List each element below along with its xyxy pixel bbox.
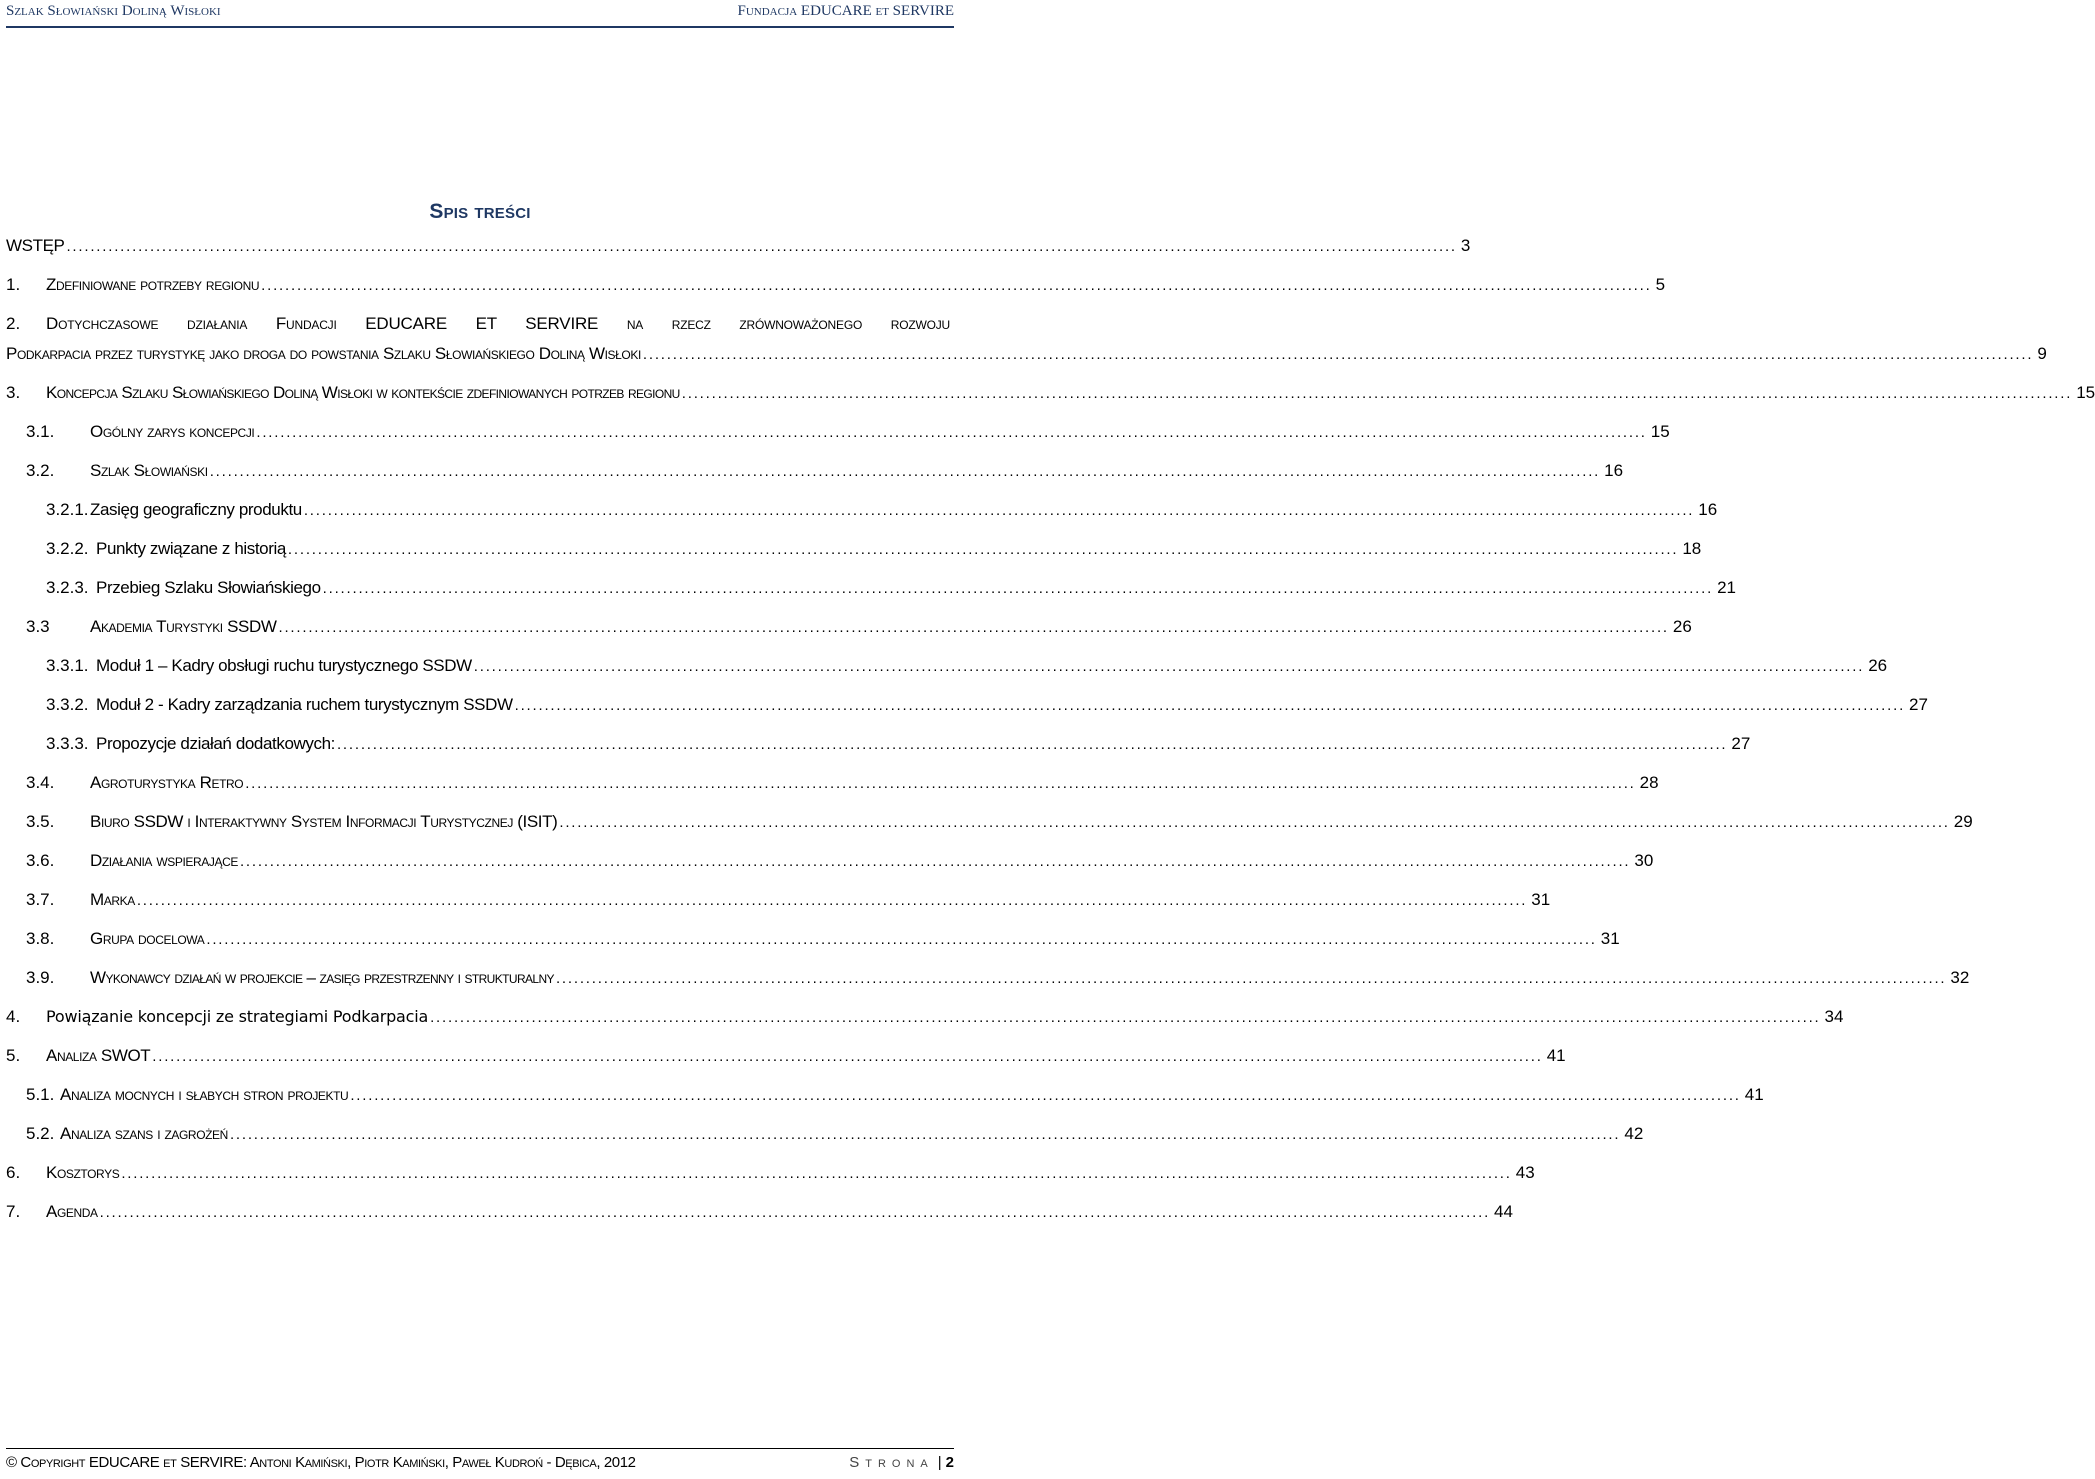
toc-leader-dots: ......................................................................................................................................................................................................................................... bbox=[473, 658, 1865, 675]
toc-entry-label: Szlak Słowiański bbox=[90, 461, 208, 480]
toc-entry-number: 3.1. bbox=[26, 422, 55, 441]
toc-leader-dots: ......................................................................................................................................................................................................................................... bbox=[209, 463, 1601, 480]
toc-entry-page: 15 bbox=[1650, 422, 1670, 441]
toc-entry[interactable] bbox=[6, 926, 1620, 952]
toc-entry-label: Zdefiniowane potrzeby regionu bbox=[46, 275, 260, 294]
toc-entry-label: Punkty związane z historią bbox=[96, 539, 286, 558]
toc-leader-dots: ......................................................................................................................................................................................................................................... bbox=[278, 619, 1669, 636]
toc-leader-dots: ......................................................................................................................................................................................................................................... bbox=[136, 892, 1528, 909]
toc-entry-label: Grupa docelowa bbox=[90, 929, 205, 948]
toc-leader-dots: ......................................................................................................................................................................................................................................... bbox=[261, 277, 1652, 294]
toc-leader-dots: ......................................................................................................................................................................................................................................... bbox=[256, 424, 1647, 441]
toc-entry-page: 34 bbox=[1824, 1007, 1844, 1026]
toc-leader-dots: ......................................................................................................................................................................................................................................... bbox=[514, 697, 1906, 714]
toc-leader-dots: ......................................................................................................................................................................................................................................... bbox=[642, 346, 2034, 363]
toc-entry-page: 42 bbox=[1624, 1124, 1644, 1143]
toc-entry[interactable] bbox=[6, 1043, 1566, 1069]
toc-leader-dots: ......................................................................................................................................................................................................................................... bbox=[245, 775, 1636, 792]
toc-entry-label: Koncepcja Szlaku Słowiańskiego Doliną Wisłoki w kontekście zdefiniowanych potrzeb regionu bbox=[46, 383, 680, 402]
toc-leader-dots: ......................................................................................................................................................................................................................................... bbox=[206, 931, 1597, 948]
toc-leader-dots: ......................................................................................................................................................................................................................................... bbox=[681, 385, 2073, 402]
toc-entry-number: 3.3.3. bbox=[46, 734, 89, 753]
toc-entry-label: Zasięg geograficzny produktu bbox=[90, 500, 302, 519]
toc-entry[interactable] bbox=[6, 1004, 1844, 1030]
toc-leader-dots: ......................................................................................................................................................................................................................................... bbox=[559, 814, 1950, 831]
toc-entry-number: 3.3 bbox=[26, 617, 50, 636]
toc-entry-page: 29 bbox=[1953, 812, 1973, 831]
toc-entry[interactable] bbox=[6, 809, 1973, 835]
toc-entry[interactable] bbox=[6, 233, 1471, 259]
toc-entry[interactable] bbox=[6, 458, 1624, 484]
header-right-title: Fundacja EDUCARE et SERVIRE bbox=[737, 3, 954, 19]
toc-entry-label: WSTĘP bbox=[6, 236, 65, 255]
toc-leader-dots: ......................................................................................................................................................................................................................................... bbox=[287, 541, 1679, 558]
toc-entry-page: 16 bbox=[1604, 461, 1624, 480]
toc-entry-number: 5.2. bbox=[26, 1124, 55, 1143]
toc-entry-label: Analiza szans i zagrożeń bbox=[60, 1124, 228, 1143]
toc-entry-label: Propozycje działań dodatkowych: bbox=[96, 734, 335, 753]
footer-separator: | bbox=[937, 1454, 942, 1471]
toc-leader-dots: ......................................................................................................................................................................................................................................... bbox=[239, 853, 1631, 870]
page-footer bbox=[6, 1448, 954, 1477]
toc-entry-number: 3. bbox=[6, 383, 21, 402]
toc-entry-label: Akademia Turystyki SSDW bbox=[90, 617, 277, 636]
toc-entry-page: 31 bbox=[1600, 929, 1620, 948]
toc-entry-page: 41 bbox=[1546, 1046, 1566, 1065]
toc-title: Spis treści bbox=[429, 200, 531, 223]
toc-entry-number: 3.3.1. bbox=[46, 656, 89, 675]
toc-entry[interactable] bbox=[6, 380, 2095, 406]
toc-entry[interactable] bbox=[6, 497, 1718, 523]
toc-entry-page: 32 bbox=[1950, 968, 1970, 987]
toc-entry-number: 3.4. bbox=[26, 773, 55, 792]
toc-entry-label: Agenda bbox=[46, 1202, 98, 1221]
toc-entry-label: Moduł 1 – Kadry obsługi ruchu turystycznego SSDW bbox=[96, 656, 472, 675]
toc-entry-number: 3.2.1. bbox=[46, 500, 89, 519]
toc-entry-page: 43 bbox=[1515, 1163, 1535, 1182]
toc-entry-number: 5. bbox=[6, 1046, 21, 1065]
toc-leader-dots: ......................................................................................................................................................................................................................................... bbox=[430, 1009, 1821, 1026]
toc-leader-dots: ......................................................................................................................................................................................................................................... bbox=[66, 238, 1457, 255]
toc-entry-number: 2. bbox=[6, 314, 21, 333]
toc-entry-label: Biuro SSDW i Interaktywny System Informacji Turystycznej (ISIT) bbox=[90, 812, 558, 831]
toc-leader-dots: ......................................................................................................................................................................................................................................... bbox=[336, 736, 1728, 753]
toc-entry-number: 3.2.3. bbox=[46, 578, 89, 597]
toc-entry[interactable] bbox=[6, 770, 1659, 796]
toc-entry-label: Przebieg Szlaku Słowiańskiego bbox=[96, 578, 321, 597]
toc-leader-dots: ......................................................................................................................................................................................................................................... bbox=[152, 1048, 1543, 1065]
toc-entry-page: 26 bbox=[1868, 656, 1888, 675]
toc-leader-dots: ......................................................................................................................................................................................................................................... bbox=[121, 1165, 1512, 1182]
footer-copyright: © Copyright EDUCARE et SERVIRE: Antoni Kamiński, Piotr Kamiński, Paweł Kudroń - Dębica, 2012 bbox=[6, 1454, 636, 1471]
toc-entry[interactable] bbox=[6, 887, 1551, 913]
toc-entry-number: 7. bbox=[6, 1202, 21, 1221]
toc-entry-number: 5.1. bbox=[26, 1085, 55, 1104]
toc-entry-label: Kosztorys bbox=[46, 1163, 120, 1182]
toc-entry-label: Analiza SWOT bbox=[46, 1046, 151, 1065]
toc-entry-label: Ogólny zarys koncepcji bbox=[90, 422, 255, 441]
toc-entry[interactable] bbox=[6, 731, 1751, 757]
toc-entry[interactable] bbox=[6, 965, 1970, 991]
toc-leader-dots: ......................................................................................................................................................................................................................................... bbox=[229, 1126, 1621, 1143]
toc-entry-number: 3.6. bbox=[26, 851, 55, 870]
toc-entry[interactable] bbox=[6, 1199, 1513, 1225]
toc-entry-number: 3.7. bbox=[26, 890, 55, 909]
toc-entry-page: 27 bbox=[1731, 734, 1751, 753]
toc-entry-label: Działania wspierające bbox=[90, 851, 238, 870]
toc-entry-number: 3.2.2. bbox=[46, 539, 89, 558]
toc-entry-label: Wykonawcy działań w projekcie – zasięg przestrzenny i strukturalny bbox=[90, 968, 554, 987]
toc-entry[interactable] bbox=[6, 653, 1888, 679]
toc-leader-dots: ......................................................................................................................................................................................................................................... bbox=[303, 502, 1695, 519]
toc-entry-page: 3 bbox=[1460, 236, 1471, 255]
toc-entry[interactable] bbox=[6, 311, 2047, 367]
toc-entry-number: 3.8. bbox=[26, 929, 55, 948]
footer-page-number: 2 bbox=[945, 1454, 954, 1471]
toc-entry[interactable] bbox=[6, 272, 1666, 298]
toc-entry-number: 1. bbox=[6, 275, 21, 294]
toc-leader-dots: ......................................................................................................................................................................................................................................... bbox=[322, 580, 1714, 597]
toc-entry-number: 3.2. bbox=[26, 461, 55, 480]
toc-entry-number: 3.5. bbox=[26, 812, 55, 831]
toc-entry-page: 30 bbox=[1634, 851, 1654, 870]
toc-entry-page: 9 bbox=[2037, 344, 2047, 363]
toc-entry[interactable] bbox=[6, 614, 1692, 640]
toc-entry-page: 18 bbox=[1682, 539, 1702, 558]
toc-entry-number: 4. bbox=[6, 1007, 21, 1026]
toc-entry[interactable] bbox=[6, 1160, 1535, 1186]
toc-entry-number: 3.3.2. bbox=[46, 695, 89, 714]
toc-entry-page: 21 bbox=[1717, 578, 1736, 597]
toc-entry-page: 15 bbox=[2076, 383, 2095, 402]
header-left-title: Szlak Słowiański Doliną Wisłoki bbox=[6, 3, 221, 19]
toc-entry-page: 26 bbox=[1672, 617, 1692, 636]
toc-entry-page: 28 bbox=[1639, 773, 1659, 792]
toc-entry-number: 6. bbox=[6, 1163, 21, 1182]
toc-entry-label-line1: Dotychczasowe działania Fundacji EDUCARE ET SERVIRE na rzecz zrównoważonego rozwoju bbox=[46, 314, 950, 333]
footer-strona-label: Strona bbox=[849, 1454, 934, 1471]
toc-leader-dots: ......................................................................................................................................................................................................................................... bbox=[99, 1204, 1491, 1221]
toc-entry-page: 44 bbox=[1494, 1202, 1513, 1221]
toc-entry[interactable] bbox=[6, 1121, 1644, 1147]
toc-entry-label: Podkarpacia przez turystykę jako droga do powstania Szlaku Słowiańskiego Doliną Wisłoki bbox=[6, 344, 641, 363]
toc-entry-label: Moduł 2 - Kadry zarządzania ruchem turystycznym SSDW bbox=[96, 695, 513, 714]
toc-leader-dots: ......................................................................................................................................................................................................................................... bbox=[350, 1087, 1741, 1104]
toc-entry[interactable] bbox=[6, 536, 1702, 562]
toc-entry-page: 16 bbox=[1698, 500, 1718, 519]
toc-entry-page: 27 bbox=[1909, 695, 1928, 714]
page-header bbox=[6, 0, 954, 28]
toc-entry-label: Powiązanie koncepcji ze strategiami Podkarpacia bbox=[46, 1007, 429, 1026]
toc-entry[interactable] bbox=[6, 419, 1670, 445]
toc-leader-dots: ......................................................................................................................................................................................................................................... bbox=[555, 970, 1947, 987]
toc-entry[interactable] bbox=[6, 575, 1736, 601]
toc-entry[interactable] bbox=[6, 848, 1654, 874]
toc-entry[interactable] bbox=[6, 692, 1928, 718]
toc-entry-page: 41 bbox=[1744, 1085, 1764, 1104]
footer-page-indicator bbox=[849, 1449, 954, 1477]
toc-entry-label: Marka bbox=[90, 890, 135, 909]
toc-entry-number: 3.9. bbox=[26, 968, 55, 987]
toc-entry-page: 31 bbox=[1531, 890, 1551, 909]
toc-entry-label: Agroturystyka Retro bbox=[90, 773, 244, 792]
toc-entry[interactable] bbox=[6, 1082, 1764, 1108]
toc-entry-label: Analiza mocnych i słabych stron projektu bbox=[60, 1085, 349, 1104]
toc-entry-page: 5 bbox=[1655, 275, 1666, 294]
